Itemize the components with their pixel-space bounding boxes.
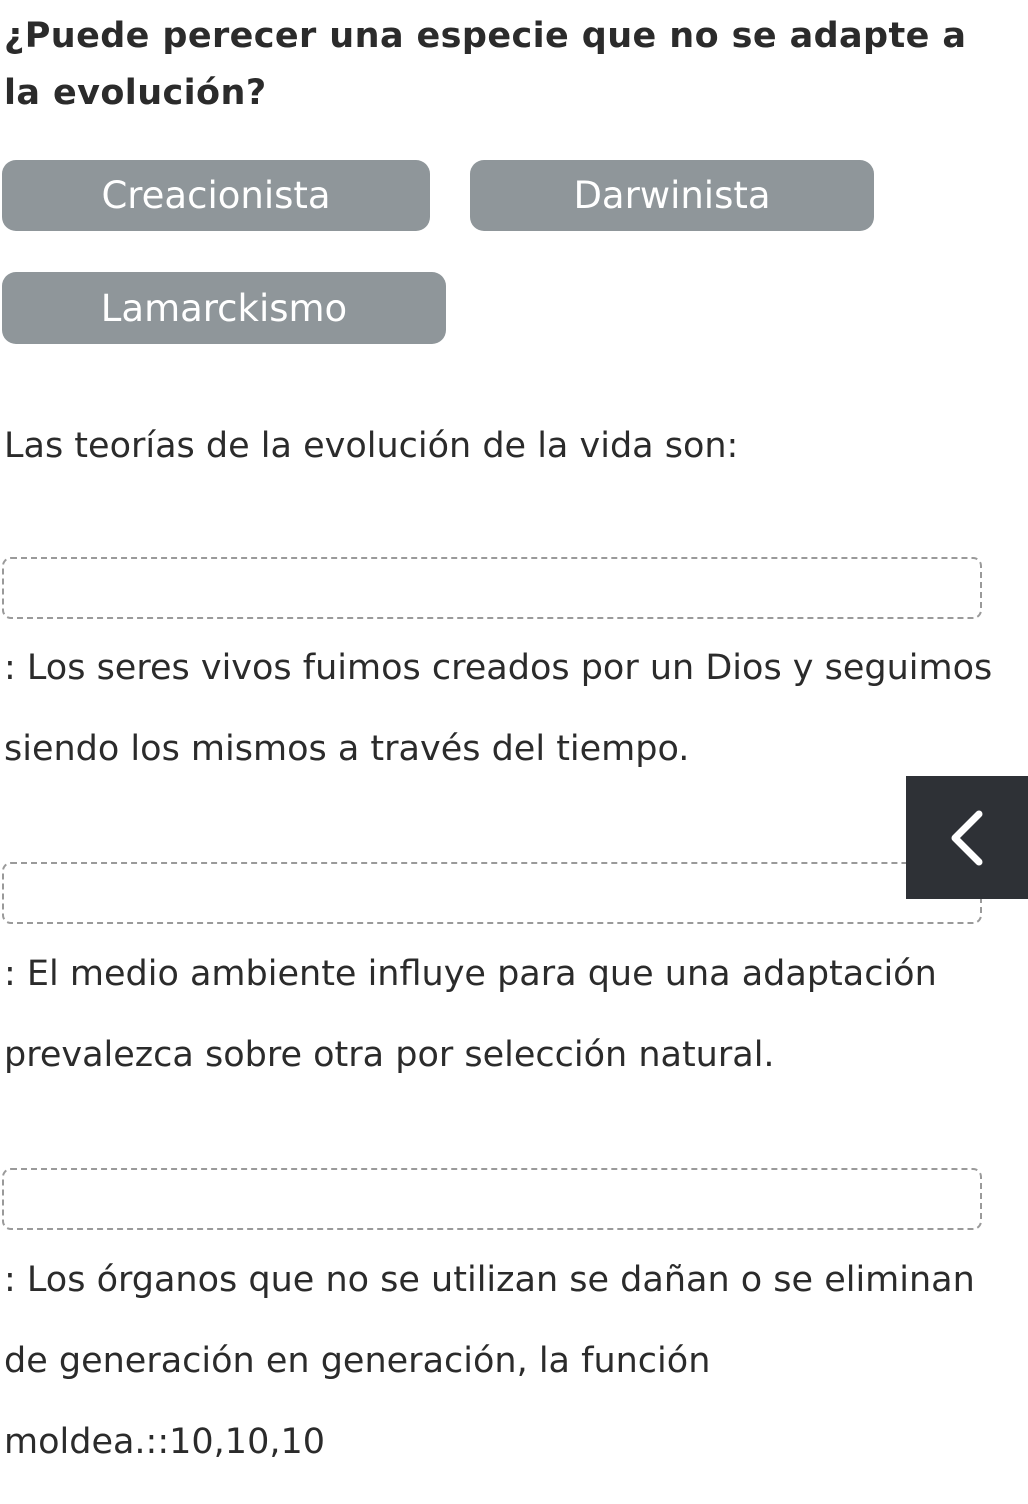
answer-dropzone-1[interactable] xyxy=(2,557,982,619)
back-button[interactable] xyxy=(906,776,1028,899)
definition-text-3: : Los órganos que no se utilizan se dañan o se eliminan de generación en generación, la función moldea.::10,10,10 xyxy=(4,1260,975,1462)
definition-text-2: : El medio ambiente influye para que una adaptación prevalezca sobre otra por selección natural. xyxy=(4,954,937,1075)
chevron-left-icon xyxy=(947,808,987,868)
instruction-text: Las teorías de la evolución de la vida son: xyxy=(4,426,739,466)
answer-dropzone-3[interactable] xyxy=(2,1168,982,1230)
option-chip-darwinista[interactable]: Darwinista xyxy=(470,160,874,231)
question-title: ¿Puede perecer una especie que no se adapte a la evolución? xyxy=(4,16,967,113)
option-chip-lamarckismo[interactable]: Lamarckismo xyxy=(2,272,446,344)
definition-text-1: : Los seres vivos fuimos creados por un Dios y seguimos siendo los mismos a través del tiempo. xyxy=(4,648,993,769)
answer-dropzone-2[interactable] xyxy=(2,862,982,924)
option-chip-creacionista[interactable]: Creacionista xyxy=(2,160,430,231)
